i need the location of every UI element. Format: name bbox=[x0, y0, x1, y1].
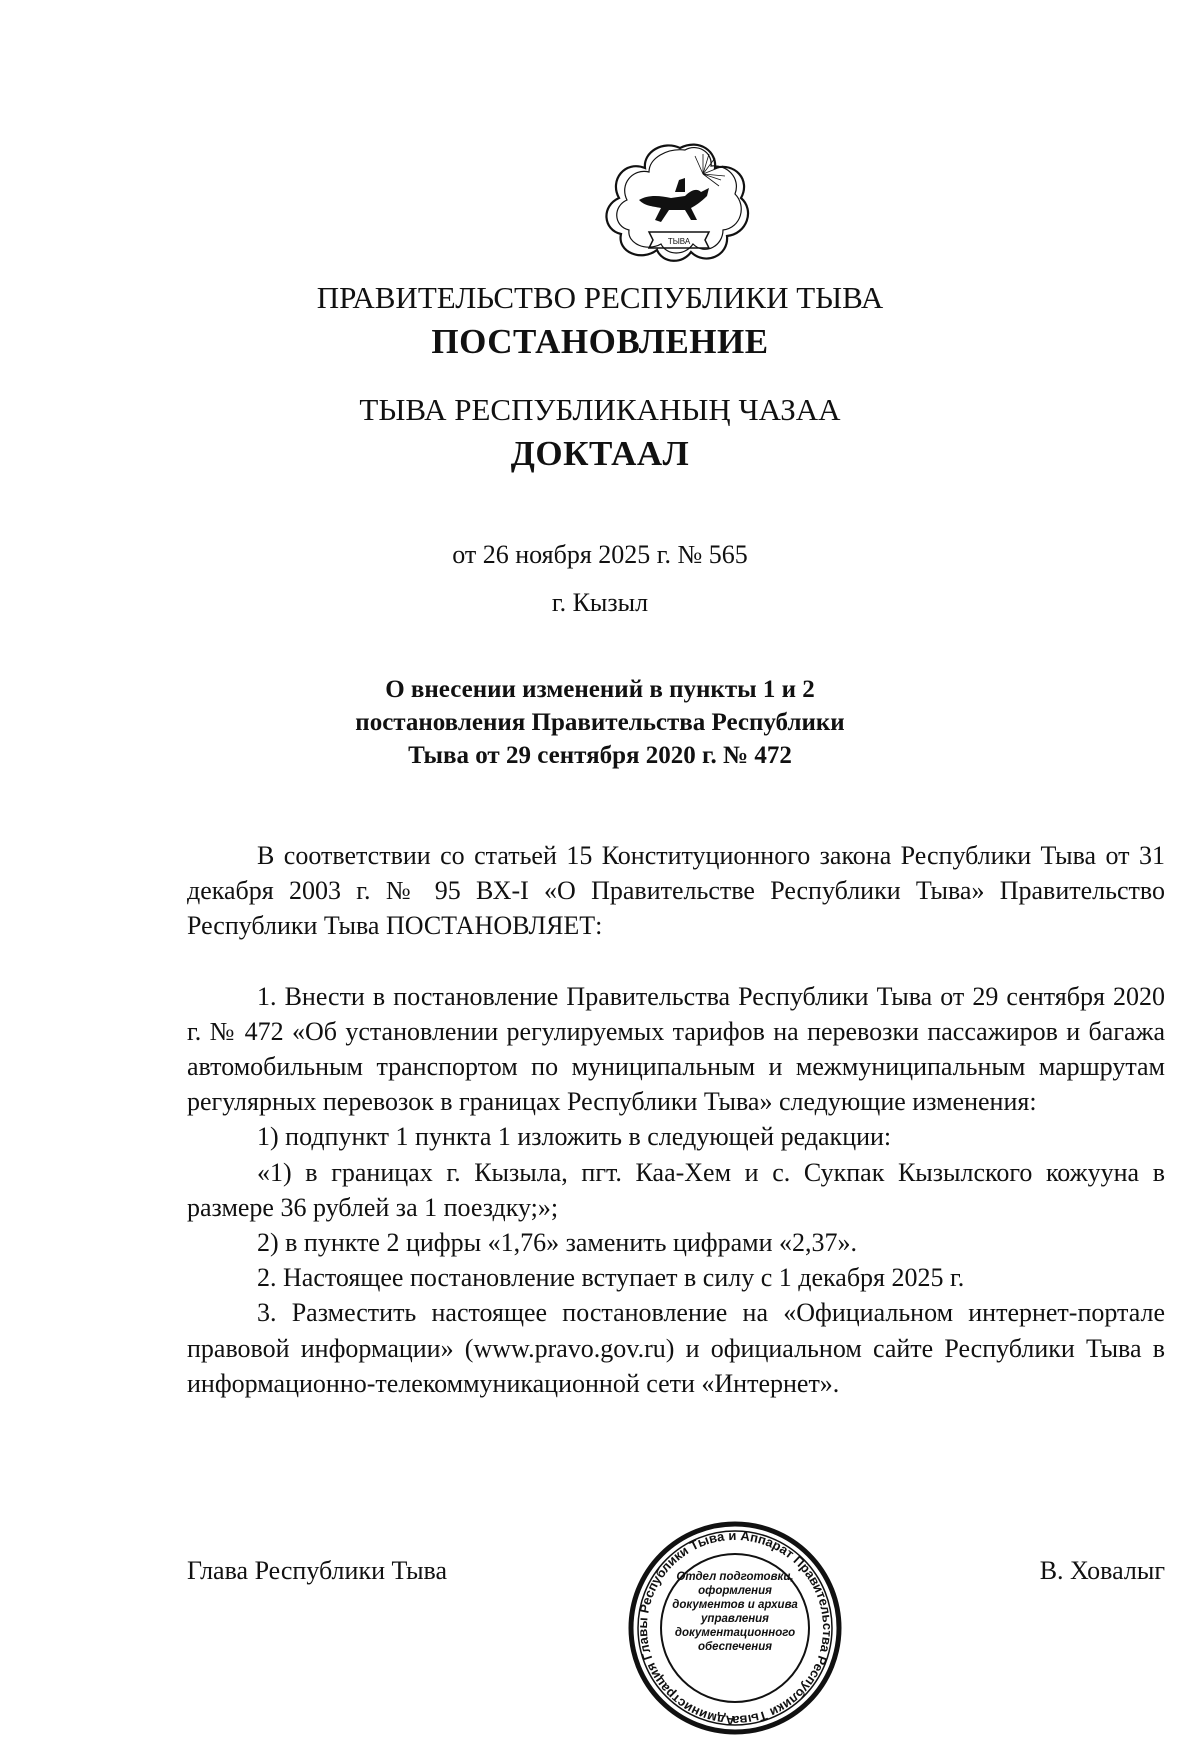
document-title bbox=[0, 673, 1200, 772]
item-3-paragraph: 3. Разместить настоящее постановление на «Официальном интернет-портале правовой информации» (www.pravo.gov.ru) и официальном сайте Республики Тыва в информационно-телекоммуникационной сети «Интернет». bbox=[187, 1298, 1165, 1398]
document-city: г. Кызыл bbox=[551, 588, 649, 617]
item-1-1-paragraph: 1) подпункт 1 пункта 1 изложить в следующей редакции: bbox=[257, 1122, 892, 1152]
preamble-paragraph: В соответствии со статьей 15 Конституционного закона Республики Тыва от 31 декабря 2003 г. № 95 ВХ-I «О Правительстве Республики Тыва» Правительство Республики Тыва ПОСТАНОВЛЯЕТ: bbox=[187, 841, 1165, 941]
title-line: постановления Правительства Республики bbox=[355, 709, 845, 736]
item-1-paragraph: 1. Внести в постановление Правительства Республики Тыва от 29 сентября 2020 г. № 472 «Об установлении регулируемых тарифов на перевозки пассажиров и багажа автомобильным транспортом по муниципальным и межмуниципальным маршрутам регулярных перевозок в границах Республики Тыва» следующие изменения: bbox=[187, 981, 1165, 1117]
item-2-paragraph: 2. Настоящее постановление вступает в силу с 1 декабря 2025 г. bbox=[257, 1263, 965, 1293]
government-name-tuvan: ТЫВА РЕСПУБЛИКАНЫҢ ЧАЗАА bbox=[359, 392, 841, 427]
official-stamp-icon bbox=[620, 1518, 850, 1738]
document-type: ПОСТАНОВЛЕНИЕ bbox=[431, 322, 769, 361]
stamp-ring-text: Администрация Главы Республики Тыва и Аппарат Правительства Республики Тыва bbox=[634, 1527, 836, 1729]
tuva-coat-of-arms-icon bbox=[605, 140, 755, 265]
item-1-1-text-paragraph: «1) в границах г. Кызыла, пгт. Каа-Хем и с. Сукпак Кызылского кожууна в размере 36 рублей за 1 поездку;»; bbox=[187, 1157, 1165, 1222]
title-line: О внесении изменений в пункты 1 и 2 bbox=[385, 676, 815, 703]
government-name: ПРАВИТЕЛЬСТВО РЕСПУБЛИКИ ТЫВА bbox=[316, 280, 884, 315]
document-type-tuvan: ДОКТААЛ bbox=[510, 434, 690, 473]
document-body bbox=[187, 838, 1165, 1401]
document-date-number: от 26 ноября 2025 г. № 565 bbox=[452, 540, 748, 569]
signatory-position: Глава Республики Тыва bbox=[187, 1556, 448, 1585]
title-line: Тыва от 29 сентября 2020 г. № 472 bbox=[408, 742, 792, 769]
item-1-2-paragraph: 2) в пункте 2 цифры «1,76» заменить цифрами «2,37». bbox=[257, 1228, 858, 1258]
emblem-ribbon-text: ТЫВА bbox=[667, 237, 691, 246]
stamp-center-text: Отдел подготовки, оформления документов и архива управления документационного обеспечения bbox=[672, 1571, 798, 1653]
signatory-name: В. Ховалыг bbox=[1039, 1556, 1165, 1585]
